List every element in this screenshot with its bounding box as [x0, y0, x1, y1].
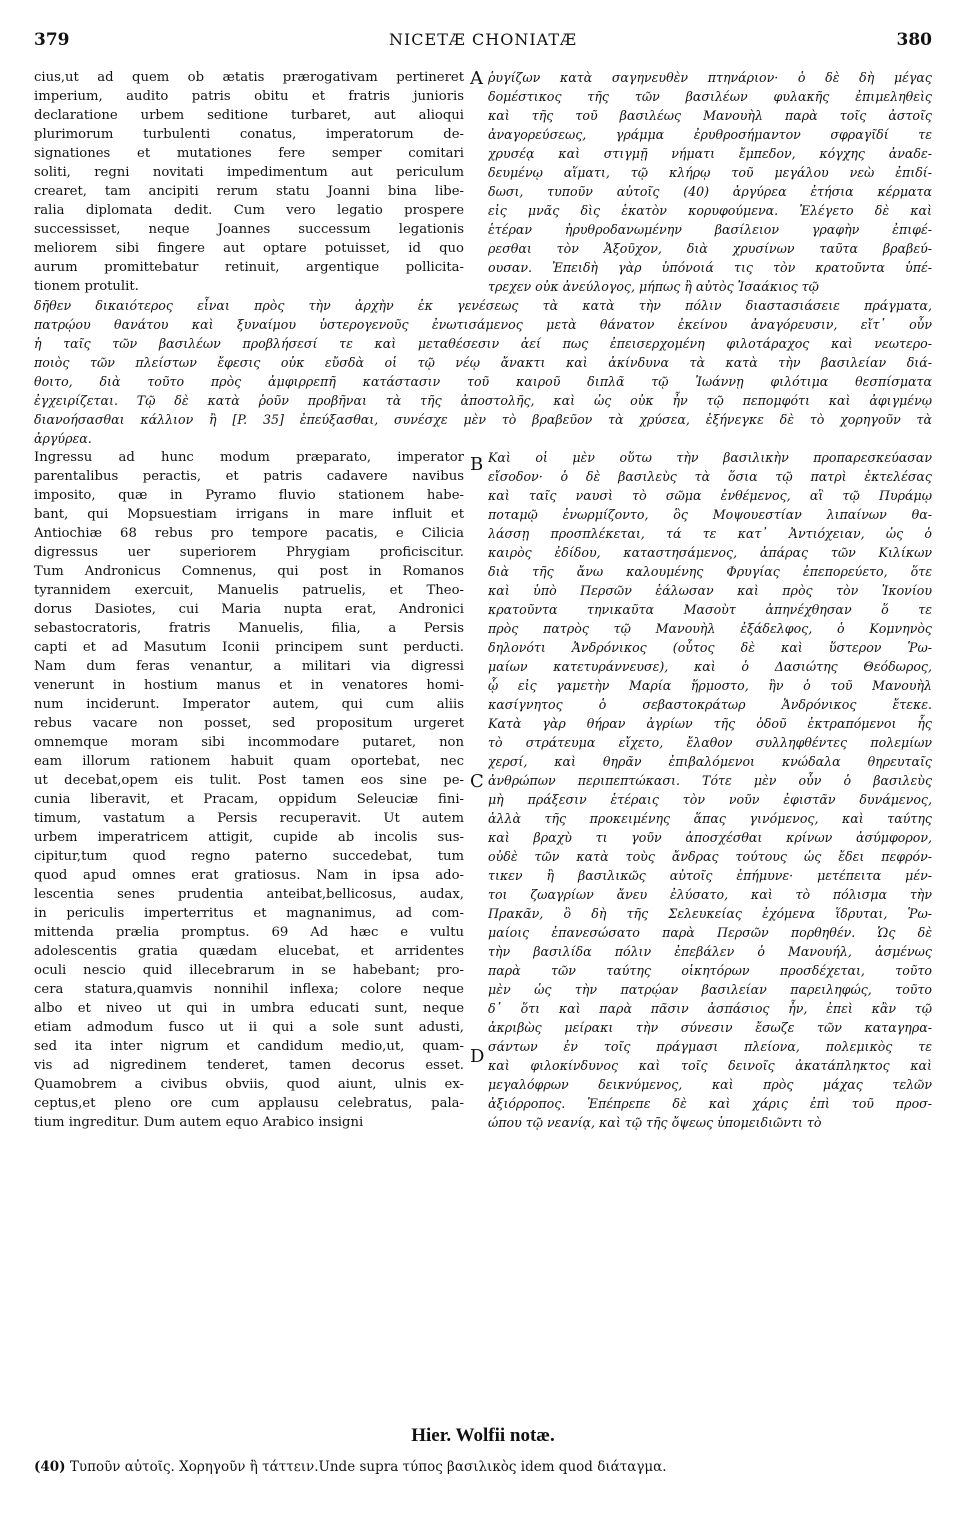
left-page-number: 379: [34, 30, 70, 50]
greek-text-line: δ᾽ ὅτι καὶ παρὰ πᾶσιν ἀσπάσιος ἦν, ἐπεὶ κἂν τῷ: [488, 1001, 932, 1016]
latin-text-line: adolescentis gratia quædam elucebat, et arridentes: [34, 944, 464, 959]
greek-text-line: καιρὸς ἐδίδου, καταστησάμενος, ἀπάρας τῶν Κιλίκων: [488, 545, 932, 560]
greek-text-line: ρεσθαι τὸν Ἀξοῦχον, διὰ χρυσίνων ταῦτα βραβεύ-: [488, 241, 932, 256]
latin-text-line: meliorem sibi fingere aut optare potuisset, id quo: [34, 241, 464, 256]
latin-text-line: urbem imperatricem attigit, cupide ab incolis sus-: [34, 830, 464, 845]
greek-text-line: εἴσοδον· ὁ δὲ βασιλεὺς τὰ ὅσια τῷ πατρὶ ἐκτελέσας: [488, 469, 932, 484]
latin-text-line: Quamobrem a civibus obviis, quod aiunt, ulnis ex-: [34, 1077, 464, 1092]
greek-text-line: διὰ τῆς ἄνω καλουμένης Φρυγίας ἐπεπορεύετο, ὅτε: [488, 564, 932, 579]
greek-full-text-line: πατρῴου θανάτου καὶ ξυναίμου ὑστερογενοῦς ἐνωτισάμενος μετὰ θάνατον ἐκείνου ἀναγόρευσιν, εἴτ᾽ οὖν: [34, 317, 932, 332]
latin-text-line: tionem protulit.: [34, 279, 139, 294]
greek-text-line: ἑτέραν ἠρυθροδανωμένην βασίλειον γραφὴν ἐπιφέ-: [488, 222, 932, 237]
latin-text-line: oculi nescio quid illecebrarum in se habebant; pro-: [34, 963, 464, 978]
latin-text-line: Tum Andronicus Comnenus, qui post in Romanos: [34, 564, 464, 579]
greek-column-bottom: [488, 448, 932, 1132]
greek-text-line: ἀκριβὼς μείρακι τὴν σύνεσιν ἔσωζε τῶν καταγηρα-: [488, 1020, 932, 1035]
greek-text-line: εἰς μνᾶς δὶς ἑκατὸν κορυφούμενα. Ἐλέγετο δὲ καὶ: [488, 203, 932, 218]
right-page-number: 380: [896, 30, 932, 50]
latin-text-line: tyrannidem exercuit, Manuelis patruelis, et Theo-: [34, 583, 464, 598]
latin-text-line: imperium, audito patris obitu et fratris junioris: [34, 89, 464, 104]
latin-text-line: vis ad nigredinem tenderet, tamen decorus esset.: [34, 1058, 464, 1073]
greek-text-line: παρὰ τῶν ταύτης οἰκητόρων προσδέχεται, τοῦτο: [488, 963, 932, 978]
latin-text-line: successisset, neque Joannes successum legationis: [34, 222, 464, 237]
latin-text-line: declaratione urbem seditione turbaret, aut alioqui: [34, 108, 464, 123]
greek-full-text-line: ποιὸς τῶν πλείστων ἔφεσις οὐκ εὔσδὰ οἱ τῷ νέῳ ἄνακτι καὶ ἀκίνδυνα τὰ κατὰ τὴν βασιλείαν διά-: [34, 355, 932, 370]
greek-text-line: μὴ πράξεσιν ἑτέραις τὸν νοῦν ἐφιστᾶν δυνάμενος,: [488, 792, 932, 807]
greek-text-line: ῥυγίζων κατὰ σαγηνευθὲν πτηνάριον· ὁ δὲ δὴ μέγας: [488, 70, 932, 85]
greek-text-line: μαίοις ἐπανεσώσατο παρὰ Περσῶν πορθηθέν. Ὡς δὲ: [488, 925, 932, 940]
greek-text-line: σάντων ἐν τοῖς πράγμασι πλείονα, πολεμικὸς τε: [488, 1039, 932, 1054]
greek-text-line: κασίγνητος ὁ σεβαστοκράτωρ Ἀνδρόνικος ἔτεκε.: [488, 697, 932, 712]
latin-text-line: plurimorum turbulenti conatus, imperatorum de-: [34, 127, 464, 142]
latin-text-line: timum, vastatum a Persis recuperavit. Ut autem: [34, 811, 464, 826]
latin-text-line: digressus uer superiorem Phrygiam proficiscitur.: [34, 545, 464, 560]
latin-text-line: rebus vacare non posset, sed propositum urgeret: [34, 716, 464, 731]
latin-text-line: ceptus,et pleno ore cum applausu celebratus, pala-: [34, 1096, 464, 1111]
greek-text-line: ώπου τῷ νεανίᾳ, καὶ τῷ τῆς ὄψεως ὑπομειδιῶντι τὸ: [488, 1115, 822, 1130]
greek-text-line: ἀναγορεύσεως, γράμμα ἐρυθροσήμαντον σφραγῖδί τε: [488, 127, 932, 142]
greek-text-line: ποταμῷ ἐνωρμίζοντο, ὃς Μοψουεστίαν λιπαίνων θα-: [488, 507, 932, 522]
greek-text-line: κρατοῦντα τηνικαῦτα Μασοὺτ ἀπηνέχθησαν ὅ τε: [488, 602, 932, 617]
latin-text-line: crearet, tam ancipiti rerum statu Joanni bina libe-: [34, 184, 464, 199]
greek-text-line: καὶ βραχὺ τι γοῦν ἀποσχέσθαι κρίνων ἀσύμφορον,: [488, 830, 932, 845]
greek-text-line: μαίων κατετυράννευσε), καὶ ὁ Δασιώτης Θεόδωρος,: [488, 659, 932, 674]
greek-text-line: τὴν βασιλίδα πόλιν ἐπεβάλεν ὁ Μανουήλ, ἀσμένως: [488, 944, 932, 959]
greek-text-line: μὲν ὡς τὴν πατρῴαν βασιλείαν παρειληφώς, τοῦτο: [488, 982, 932, 997]
greek-full-text-line: ἀργύρεα.: [34, 431, 92, 446]
greek-text-line: τοι ζωαγρίων ἄνευ ἐλύσατο, καὶ τὸ πόλισμα τὴν: [488, 887, 932, 902]
greek-text-line: οὐδὲ τῶν κατὰ τοὺς ἄνδρας τούτους ὡς ἔδει πεφρόν-: [488, 849, 932, 864]
greek-text-line: πρὸς πατρὸς τῷ Μανουὴλ ἐξάδελφος, ὁ Κομνηνὸς: [488, 621, 932, 636]
latin-text-line: omnemque moram sibi incommodare putaret, non: [34, 735, 464, 750]
greek-text-line: δωσι, τυποῦν αὐτοῖς (40) ἀργύρεα ἐτήσια κέρματα: [488, 184, 932, 199]
greek-text-line: χρυσέᾳ καὶ στιγμῇ νήματι ἔμπεδον, κόγχης ἀναδε-: [488, 146, 932, 161]
margin-marker-a: A: [470, 68, 483, 89]
latin-column-bottom: [34, 448, 464, 1132]
greek-text-line: μεγαλόφρων δεικνύμενος, καὶ πρὸς μάχας τελῶν: [488, 1077, 932, 1092]
greek-text-line: λάσσῃ προσπλέκεται, τά τε κατ᾽ Ἀντιόχειαν, ὡς ὁ: [488, 526, 932, 541]
notes-heading: Hier. Wolfii notæ.: [411, 1425, 555, 1446]
latin-text-line: ut decebat,opem eis tulit. Post tamen eos sine pe-: [34, 773, 464, 788]
latin-text-line: signationes et mutationes fere semper comitari: [34, 146, 464, 161]
margin-marker-c: C: [470, 771, 484, 792]
greek-text-line: χερσί, καὶ θηρᾶν ἐπιβαλόμενοι κνώδαλα θηρευταῖς: [488, 754, 932, 769]
greek-text-line: ἀνθρώπων περιπεπτώκασι. Τότε μὲν οὖν ὁ βασιλεὺς: [488, 773, 932, 788]
greek-text-line: καὶ ὑπὸ Περσῶν ἑάλωσαν καὶ πρὸς τὸν Ἰκονίου: [488, 583, 932, 598]
greek-text-line: τικεν ἢ βασιλικῶς αὐτοῖς ἐπήμυνε· μετέπειτα μέν-: [488, 868, 932, 883]
greek-text-line: δευμένῳ αἵματι, τῷ κλήρῳ τοῦ μεγάλου νεὼ ἐπιδί-: [488, 165, 932, 180]
latin-text-line: aurum promittebatur retinuit, argentique pollicita-: [34, 260, 464, 275]
running-title: NICETÆ CHONIATÆ: [388, 30, 577, 49]
margin-marker-b: B: [470, 454, 484, 475]
latin-text-line: Ingressu ad hunc modum præparato, imperator: [34, 450, 464, 465]
latin-text-line: cipitur,tum quod regno paterno succedebat, tum: [34, 849, 464, 864]
latin-text-line: tium ingreditur. Dum autem equo Arabico insigni: [34, 1115, 364, 1130]
greek-text-line: ἀλλὰ τῆς προκειμένης ἅπας γινόμενος, καὶ ταύτης: [488, 811, 932, 826]
greek-text-line: ουσαν. Ἐπειδὴ γὰρ ὑπόνοιά τις τὸν κρατοῦντα ὑπέ-: [488, 260, 932, 275]
greek-text-line: καὶ ταῖς ναυσὶ τὸ σῶμα ἐνθέμενος, αἳ τῷ Πυράμῳ: [488, 488, 932, 503]
latin-text-line: capti et ad Masutum Iconii principem sunt perducti.: [34, 640, 464, 655]
greek-full-width-paragraph: [34, 296, 932, 448]
greek-full-text-line: θοιτο, διὰ τοῦτο πρὸς ἀμφιρρεπῆ κατάστασιν τοῦ καιροῦ διπλᾶ τῷ Ἰωάννῃ φιλότιμα θεσπίσματα: [34, 374, 932, 389]
footnote-text: Τυποῦν αὐτοῖς. Χορηγοῦν ἢ τάττειν.Unde supra τύπος βασιλικὸς idem quod διάταγμα.: [69, 1459, 667, 1475]
margin-marker-d: D: [470, 1046, 485, 1067]
greek-text-line: ἀξιόρροπος. Ἐπέπρεπε δὲ καὶ χάρις ἐπὶ τοῦ προσ-: [488, 1096, 932, 1111]
footnote-number: (40): [34, 1459, 66, 1475]
latin-text-line: cius,ut ad quem ob ætatis prærogativam pertineret: [34, 70, 464, 85]
greek-text-line: δομέστικος τῆς τῶν βασιλέων φυλακῆς ἐπιμεληθεὶς: [488, 89, 932, 104]
greek-full-text-line: δῆθεν δικαιότερος εἶναι πρὸς τὴν ἀρχὴν ἐκ γενέσεως τὰ κατὰ τὴν πόλιν διαστασιάσειε πράγματα,: [34, 298, 932, 313]
latin-text-line: num inciderunt. Imperator autem, qui cum aliis: [34, 697, 464, 712]
latin-text-line: etiam admodum fusco ut ii qui a sole sunt adusti,: [34, 1020, 464, 1035]
latin-text-line: Nam dum feras venantur, a militari via digressi: [34, 659, 464, 674]
greek-text-line: Κατὰ γὰρ θήραν ἀγρίων τῆς ὁδοῦ ἐκτραπόμενοι ἧς: [488, 716, 932, 731]
latin-text-line: albo et niveo ut qui in umbra educati sunt, neque: [34, 1001, 464, 1016]
latin-text-line: mittenda prælia promptus. 69 Ad hæc e vultu: [34, 925, 464, 940]
latin-text-line: lescentia senes prudentia anteibat,bellicosus, audax,: [34, 887, 464, 902]
latin-text-line: cunia liberavit, et Pracam, oppidum Seleuciæ fini-: [34, 792, 464, 807]
greek-text-line: τρεχεν οὐκ ἀνεύλογος, μήπως ἢ αὐτὸς Ἰσαάκιος τῷ: [488, 279, 819, 294]
latin-text-line: cera statura,quamvis nonnihil inflexa; colore neque: [34, 982, 464, 997]
latin-text-line: sed ita inter nigrum et candidum medio,ut, quam-: [34, 1039, 464, 1054]
latin-text-line: parentalibus peractis, et patris cadavere navibus: [34, 469, 464, 484]
greek-text-line: Πρακᾶν, ὃ δὴ τῆς Σελευκείας ἐχόμενα ἵδρυται, Ῥω-: [488, 906, 932, 921]
latin-text-line: soliti, regni novitati impedimentum aut periculum: [34, 165, 464, 180]
greek-text-line: ᾧ εἰς γαμετὴν Μαρία ἥρμοστο, ἣν ὁ τοῦ Μανουὴλ: [488, 678, 932, 693]
latin-text-line: bant, qui Mopsuestiam irrigans in mare influit et: [34, 507, 464, 522]
greek-text-line: Καὶ οἱ μὲν οὕτω τὴν βασιλικὴν προπαρεσκεύασαν: [488, 450, 932, 465]
latin-text-line: Antiochiæ 68 rebus pro tempore pacatis, e Cilicia: [34, 526, 464, 541]
greek-full-text-line: ἡ ταῖς τῶν βασιλέων προβλήσεσί τε καὶ μεταθέσεσιν ἀεί πως ἐπεισερχομένη φιλοτάραχος καὶ νεωτερο-: [34, 336, 932, 351]
latin-text-line: eam illorum rationem habuit quam oportebat, nec: [34, 754, 464, 769]
latin-column-top: [34, 68, 464, 296]
latin-text-line: imposito, quæ in Pyramo fluvio stationem habe-: [34, 488, 464, 503]
greek-text-line: καὶ τῆς τοῦ βασιλέως Μανουὴλ παρὰ τοῖς ἀστοῖς: [488, 108, 932, 123]
latin-text-line: ralia diplomata dedit. Cum vero legatio prospere: [34, 203, 464, 218]
latin-text-line: venerunt in hostium manus et in venatores homi-: [34, 678, 464, 693]
latin-text-line: in periculis imperterritus et magnanimus, ad com-: [34, 906, 464, 921]
footnote: [34, 1458, 932, 1477]
greek-full-text-line: ἐγχειρίζεται. Τῷ δὲ κατὰ ῥοῦν προβῆναι τὰ τῆς ἀποστολῆς, καὶ ὡς οὐκ ἦν τῷ πεπομφότι καὶ ἀφιγμένῳ: [34, 393, 932, 408]
page-header: [34, 30, 932, 60]
latin-text-line: sebastocratoris, fratris Manuelis, filia, a Persis: [34, 621, 464, 636]
latin-text-line: dorus Dasiotes, cui Maria nupta erat, Andronici: [34, 602, 464, 617]
greek-text-line: καὶ φιλοκίνδυνος καὶ τοῖς δεινοῖς ἀκατάπληκτος καὶ: [488, 1058, 932, 1073]
greek-text-line: τὸ στράτευμα εἴχετο, ἔλαθον συλληφθέντες πολεμίων: [488, 735, 932, 750]
latin-text-line: quod apud omnes erat gratiosus. Nam in ipsa ado-: [34, 868, 464, 883]
page: [34, 30, 932, 1520]
greek-full-text-line: διανοήσασθαι κάλλιον ἢ [P. 35] ἐπεύξασθαι, συνέσχε μὲν τὸ βραβεῦον τὰ χρύσεα, ἐξήνεγκε δὲ τὸ χορηγοῦν τὰ: [34, 412, 932, 427]
greek-text-line: δηλονότι Ἀνδρόνικος (οὗτος δὲ καὶ ὕστερον Ῥω-: [488, 640, 932, 655]
greek-column-top: [488, 68, 932, 296]
